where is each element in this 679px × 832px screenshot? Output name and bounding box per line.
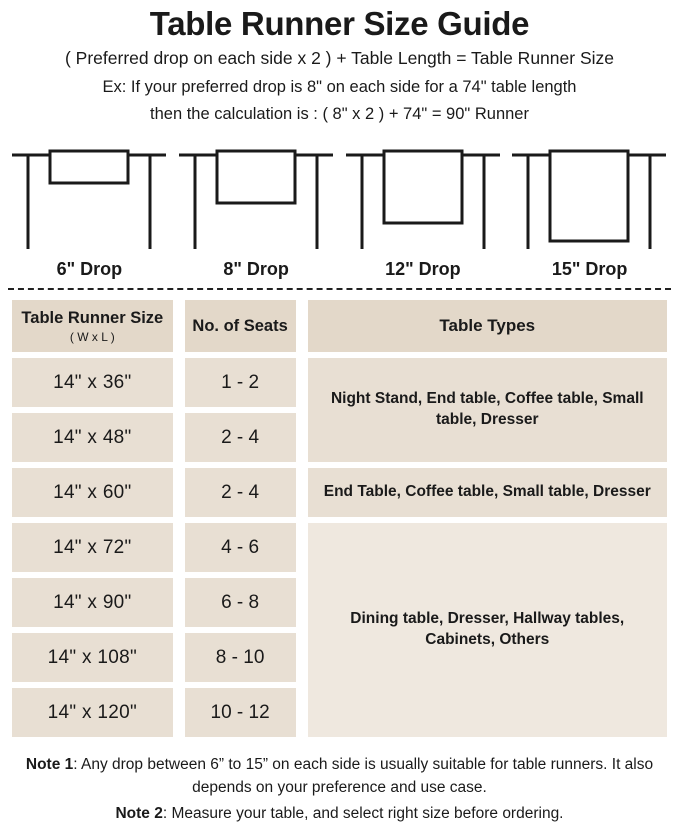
header-table-types bbox=[308, 300, 667, 352]
example-line-1: Ex: If your preferred drop is 8" on each side for a 74" table length bbox=[102, 77, 577, 96]
table-row: 14" x 48" bbox=[12, 413, 173, 462]
note-1-label: Note 1 bbox=[25, 756, 74, 774]
table-row: 2 - 4 bbox=[185, 468, 296, 517]
table-row: 8 - 10 bbox=[185, 633, 296, 682]
table-row: 14" x 108" bbox=[12, 633, 173, 682]
drop-label-4: 15" Drop bbox=[551, 259, 628, 280]
table-row: 4 - 6 bbox=[185, 523, 296, 572]
example-line-2: then the calculation is : ( 8" x 2 ) + 74" = 90" Runner bbox=[150, 105, 529, 124]
drop-label-3: 12" Drop bbox=[385, 259, 461, 280]
formula-text: ( Preferred drop on each side x 2 ) + Table Length = Table Runner Size bbox=[64, 48, 614, 69]
page-title: Table Runner Size Guide bbox=[149, 5, 530, 42]
type-group-1: Night Stand, End table, Coffee table, Small table, Dresser bbox=[308, 358, 667, 462]
type-group-3: Dining table, Dresser, Hallway tables, Cabinets, Others bbox=[308, 523, 667, 737]
drop-labels bbox=[6, 257, 673, 280]
note-2-label: Note 2 bbox=[115, 804, 163, 822]
type-group-2: End Table, Coffee table, Small table, Dresser bbox=[308, 468, 667, 517]
drop-label-2: 8" Drop bbox=[223, 259, 289, 280]
table-row: 2 - 4 bbox=[185, 413, 296, 462]
table-row: 1 - 2 bbox=[185, 358, 296, 407]
note-1 bbox=[14, 753, 665, 800]
size-table bbox=[12, 300, 667, 743]
header-runner-size-label: Table Runner Size bbox=[21, 308, 164, 327]
column-table-types bbox=[308, 300, 667, 743]
column-seats bbox=[185, 300, 296, 743]
note-1-text: : Any drop between 6” to 15” on each side is usually suitable for table runners. It also depends on your preference and use case. bbox=[73, 756, 654, 797]
drop-illustration-2 bbox=[173, 139, 340, 257]
drop-label-1: 6" Drop bbox=[56, 259, 123, 280]
table-row: 10 - 12 bbox=[185, 688, 296, 737]
table-row: 6 - 8 bbox=[185, 578, 296, 627]
table-row: 14" x 60" bbox=[12, 468, 173, 517]
notes bbox=[14, 753, 665, 825]
header-seats-label: No. of Seats bbox=[192, 316, 288, 335]
header-table-types-label: Table Types bbox=[439, 316, 536, 336]
divider bbox=[8, 288, 671, 290]
note-2 bbox=[14, 802, 665, 825]
drop-illustrations bbox=[6, 139, 673, 257]
table-row: 14" x 36" bbox=[12, 358, 173, 407]
table-row: 14" x 72" bbox=[12, 523, 173, 572]
header-runner-size bbox=[12, 300, 173, 352]
drop-illustration-3 bbox=[340, 139, 507, 257]
infographic-page bbox=[0, 6, 679, 832]
drop-illustration-1 bbox=[6, 139, 173, 257]
note-2-text: : Measure your table, and select right size before ordering. bbox=[162, 804, 564, 822]
column-runner-size bbox=[12, 300, 173, 743]
table-row: 14" x 90" bbox=[12, 578, 173, 627]
header-seats bbox=[185, 300, 296, 352]
header-runner-size-sub: ( W x L ) bbox=[69, 329, 115, 344]
drop-illustration-4 bbox=[506, 139, 673, 257]
table-row: 14" x 120" bbox=[12, 688, 173, 737]
